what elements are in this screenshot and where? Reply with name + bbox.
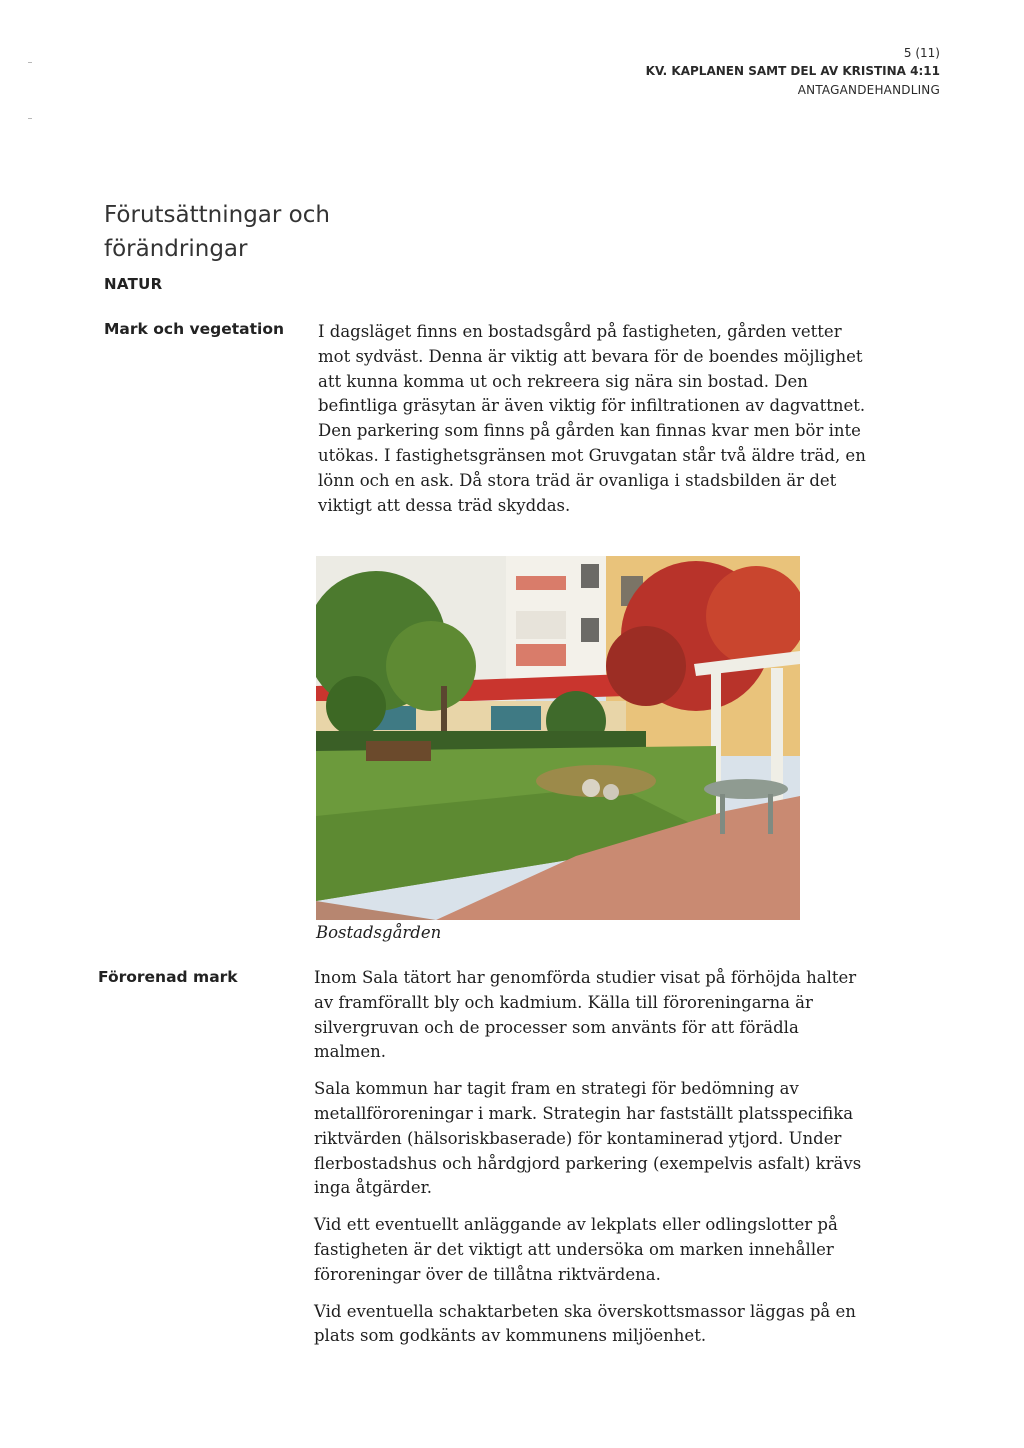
document-type: ANTAGANDEHANDLING [797, 83, 940, 97]
courtyard-photo [316, 556, 800, 920]
section-title: Förutsättningar och förändringar [104, 202, 330, 262]
paragraph: Inom Sala tätort har genomförda studier visat på förhöjda halter av framförallt bly och kadmium. Källa till föroreningarna är silvergruvan och de processer som använts för att förädla malmen. [314, 968, 857, 1062]
paragraph: Vid eventuella schaktarbeten ska överskottsmassor läggas på en plats som godkänts av kommunens miljöenhet. [314, 1301, 856, 1346]
fororenad-mark-text [314, 966, 874, 1361]
side-label-fororenad-mark: Förorenad mark [98, 968, 238, 986]
section-subheading: NATUR [104, 275, 163, 293]
scan-mark [28, 118, 32, 119]
vegetation-paragraph: I dagsläget finns en bostadsgård på fastigheten, gården vetter mot sydväst. Denna är viktig att bevara för de boendes möjlighet att kunna komma ut och rekreera sig nära sin bostad. Den befintliga gräsytan är även viktig för infiltrationen av dagvattnet. Den parkering som finns på gården kan finnas kvar men bör inte utökas. I fastighetsgränsen mot Gruvgatan står två äldre träd, en lönn och en ask. Då stora träd är ovanliga i stadsbilden är det viktigt att dessa träd skyddas. [318, 322, 866, 515]
paragraph: Sala kommun har tagit fram en strategi för bedömning av metallföroreningar i mark. Strategin har fastställt platsspecifika riktvärden (hälsoriskbaserade) för kontaminerad ytjord. Under flerbostadshus och hårdgjord parkering (exempelvis asfalt) krävs inga åtgärder. [314, 1079, 862, 1198]
scan-mark [28, 62, 32, 63]
photo-caption: Bostadsgården [316, 923, 442, 942]
page-number: 5 (11) [903, 46, 940, 60]
side-label-mark-och-vegetation: Mark och vegetation [104, 320, 284, 338]
paragraph: Vid ett eventuellt anläggande av lekplats eller odlingslotter på fastigheten är det viktigt att undersöka om marken innehåller föroreningar över de tillåtna riktvärdena. [314, 1215, 838, 1284]
document-title: KV. KAPLANEN SAMT DEL AV KRISTINA 4:11 [645, 64, 940, 78]
